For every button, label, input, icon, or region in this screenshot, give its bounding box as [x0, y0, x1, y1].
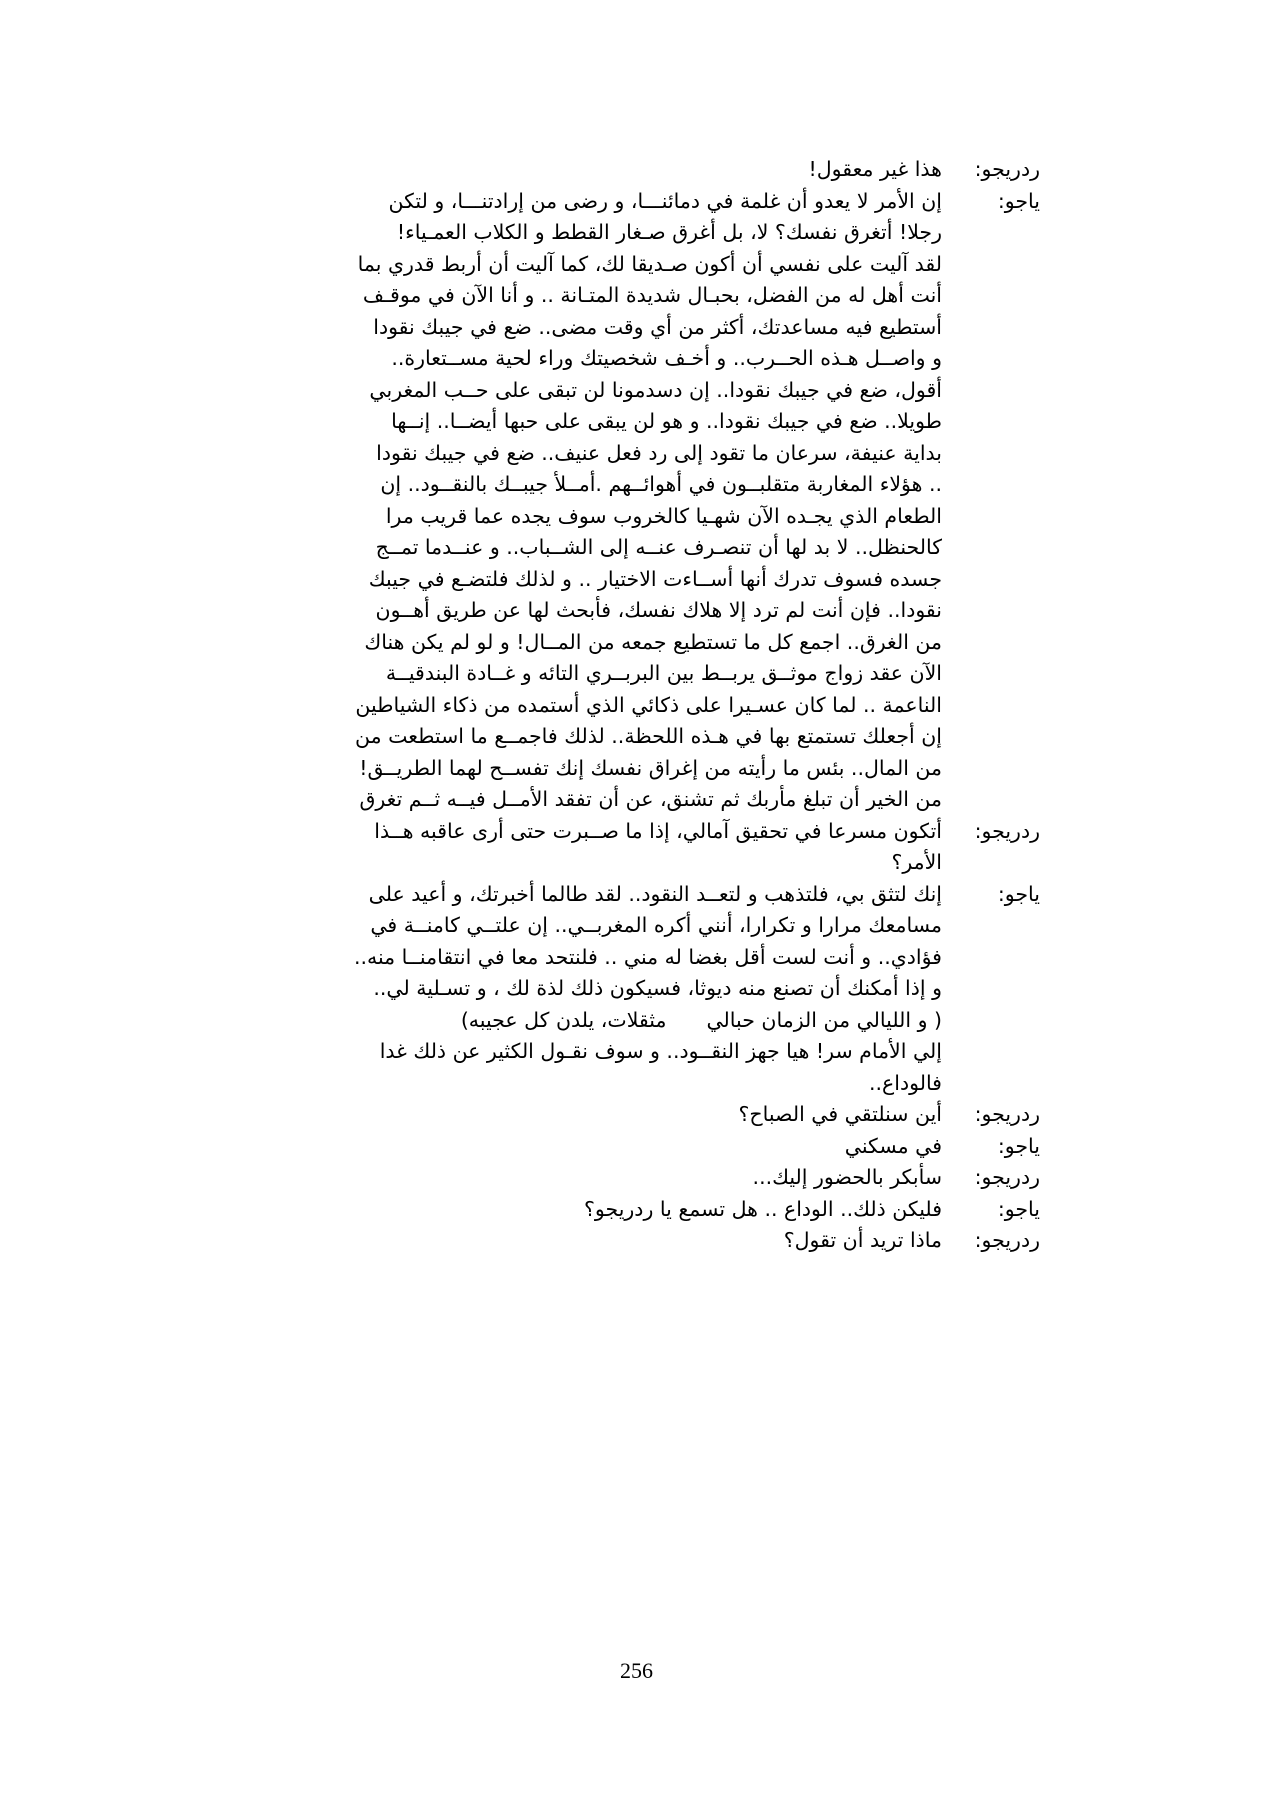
dialogue-entry [240, 1225, 1040, 1257]
dialogue-line: فؤادي.. و أنت لست أقل بغضا له مني .. فلنتحد معا في انتقامنــا منه.. [353, 944, 942, 969]
dialogue-text [340, 879, 942, 1100]
dialogue-line: مسامعك مرارا و تكرارا، أنني أكره المغربــي.. إن علتــي كامنــة في [370, 913, 942, 937]
dialogue-text [340, 1131, 942, 1163]
speaker-name: ياجو: [997, 881, 1040, 906]
dialogue-line: سأبكر بالحضور إليك... [752, 1165, 942, 1189]
dialogue-line: الناعمة .. لما كان عسـيرا على ذكائي الذي أستمده من ذكاء الشياطين [355, 692, 942, 717]
speaker-name: ردريجو: [974, 157, 1040, 181]
dialogue-line: ماذا تريد أن تقول؟ [783, 1228, 942, 1252]
dialogue-entry [240, 1131, 1040, 1163]
verse-couplet [340, 1005, 942, 1037]
dialogue-line: الآن عقد زواج موثــق يربــط بين البربــري التائه و غــادة البندقيــة [385, 661, 942, 685]
dialogue-line: طويلا.. ضع في جيبك نقودا.. و هو لن يبقى على حبها أيضــا.. إنــها [391, 409, 942, 433]
dialogue-line: نقودا.. فإن أنت لم ترد إلا هلاك نفسك، فأبحث لها عن طريق أهــون [375, 598, 942, 622]
speaker-name: ردريجو: [974, 1102, 1040, 1126]
dialogue-line: .. هؤلاء المغاربة متقلبــون في أهوائــهم .أمــلأ جيبــك بالنقــود.. إن [380, 472, 942, 496]
dialogue-entry [240, 879, 1040, 1100]
dialogue-entry [240, 1194, 1040, 1226]
dialogue-line: أقول، ضع في جيبك نقودا.. إن دسدمونا لن تبقى على حــب المغربي [369, 377, 942, 402]
dialogue-line: أتكون مسرعا في تحقيق آمالي، إذا ما صــبرت حتى أرى عاقبه هــذا [374, 818, 942, 843]
dialogue-text [340, 1099, 942, 1131]
dialogue-entry [240, 816, 1040, 879]
speaker-name: ردريجو: [974, 818, 1040, 843]
speaker-name: ردريجو: [974, 1165, 1040, 1189]
dialogue-line: و إذا أمكنك أن تصنع منه ديوثا، فسيكون ذلك لذة لك ، و تسـلية لي.. [373, 976, 942, 1000]
verse-first-hemistich: ( و الليالي من الزمان حبالي [706, 1007, 942, 1032]
script-dialogue [240, 154, 1040, 1257]
speaker-name: ردريجو: [974, 1228, 1040, 1252]
dialogue-entry [240, 1099, 1040, 1131]
dialogue-line: إلي الأمام سر! هيا جهز النقــود.. و سوف نقـول الكثير عن ذلك غدا [379, 1039, 942, 1063]
dialogue-text [340, 816, 942, 879]
dialogue-line: من الخير أن تبلغ مأربك ثم تشنق، عن أن تفقد الأمــل فيــه ثــم تغرق [359, 787, 942, 811]
dialogue-line: إن الأمر لا يعدو أن غلمة في دمائنـــا، و رضى من إرادتنـــا، و لتكن [388, 188, 942, 213]
dialogue-text [340, 186, 942, 816]
dialogue-line: لقد آليت على نفسي أن أكون صـديقا لك، كما آليت أن أربط قدري بما [357, 251, 942, 276]
dialogue-line: أستطيع فيه مساعدتك، أكثر من أي وقت مضى.. ضع في جيبك نقودا [373, 314, 942, 339]
dialogue-line: إنك لتثق بي، فلتذهب و لتعــد النقود.. لقد طالما أخبرتك، و أعيد على [368, 881, 942, 906]
dialogue-text [340, 1225, 942, 1257]
dialogue-line: أنت أهل له من الفضل، بحبـال شديدة المتـانة .. و أنا الآن في موقـف [362, 283, 942, 307]
dialogue-line: أين سنلتقي في الصباح؟ [738, 1102, 942, 1126]
dialogue-text [340, 1162, 942, 1194]
dialogue-line: من المال.. بئس ما رأيته من إغراق نفسك إنك تفســح لهما الطريــق! [359, 755, 942, 780]
speaker-name: ياجو: [997, 188, 1040, 213]
dialogue-line: و واصــل هـذه الحــرب.. و أخـف شخصيتك وراء لحية مســتعارة.. [391, 346, 942, 370]
dialogue-entry [240, 154, 1040, 186]
dialogue-line: من الغرق.. اجمع كل ما تستطيع جمعه من المــال! و لو لم يكن هناك [364, 629, 942, 654]
dialogue-line: بداية عنيفة، سرعان ما تقود إلى رد فعل عنيف.. ضع في جيبك نقودا [376, 440, 942, 465]
verse-second-hemistich: مثقلات، يلدن كل عجيبه) [460, 1007, 667, 1032]
dialogue-line: الأمر؟ [891, 850, 942, 874]
dialogue-line: هذا غير معقول! [808, 157, 942, 181]
dialogue-line: إن أجعلك تستمتع بها في هـذه اللحظة.. لذلك فاجمــع ما استطعت من [354, 724, 942, 748]
dialogue-entry [240, 186, 1040, 816]
dialogue-line: رجلا! أتغرق نفسك؟ لا، بل أغرق صـغار القطط و الكلاب العمـياء! [396, 220, 942, 244]
page-number: 256 [620, 1658, 653, 1683]
dialogue-line: فالوداع.. [869, 1070, 942, 1095]
dialogue-text [340, 1194, 942, 1226]
dialogue-line: كالحنظل.. لا بد لها أن تنصـرف عنــه إلى الشــباب.. و عنــدما تمــج [375, 535, 942, 559]
dialogue-line: جسده فسوف تدرك أنها أســاءت الاختيار .. و لذلك فلتضـع في جيبك [368, 566, 942, 591]
dialogue-line: الطعام الذي يجـده الآن شهـيا كالخروب سوف يجده عما قريب مرا [385, 503, 942, 528]
dialogue-line: فليكن ذلك.. الوداع .. هل تسمع يا ردريجو؟ [584, 1196, 942, 1221]
speaker-name: ياجو: [997, 1133, 1040, 1158]
speaker-name: ياجو: [997, 1196, 1040, 1221]
dialogue-text [340, 154, 942, 186]
dialogue-entry [240, 1162, 1040, 1194]
dialogue-line: في مسكني [844, 1133, 942, 1158]
